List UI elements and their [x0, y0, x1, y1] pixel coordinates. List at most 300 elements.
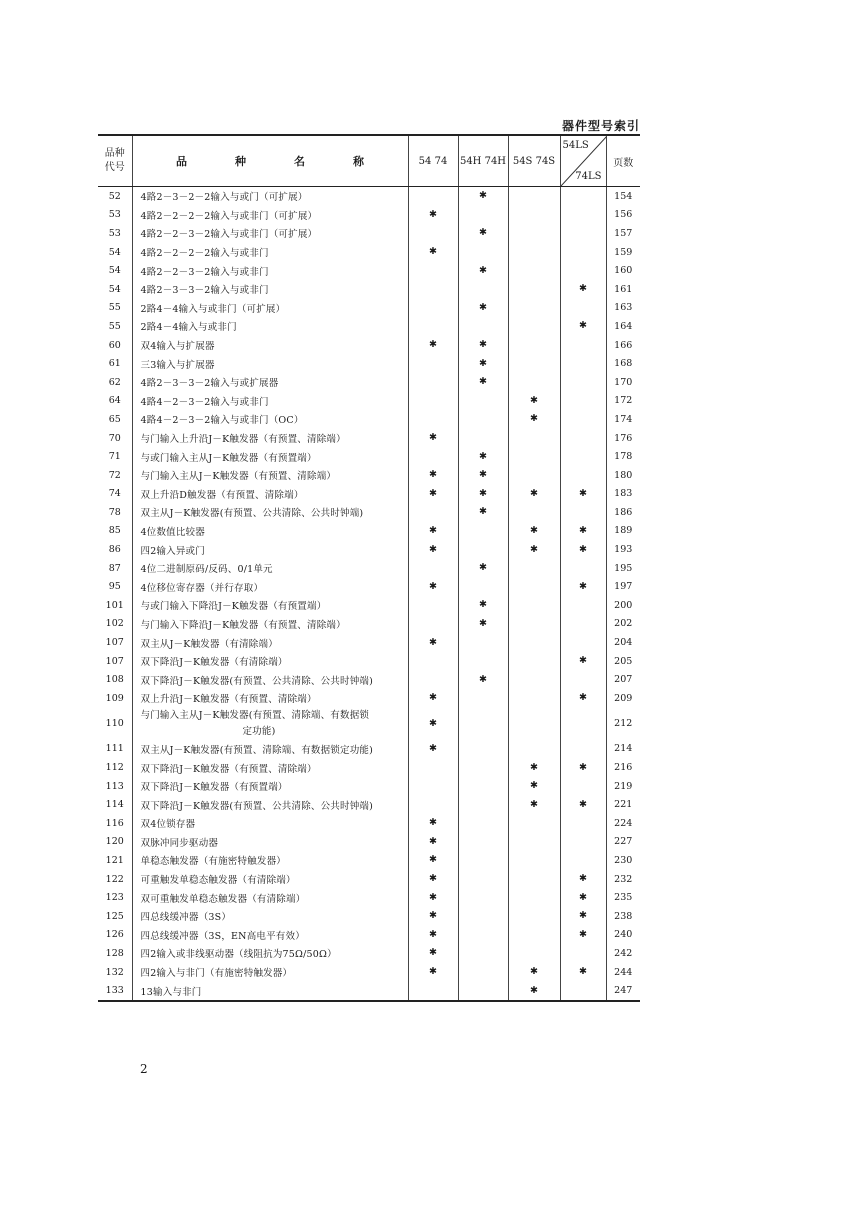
mark-54ls-74ls [560, 615, 606, 634]
mark-54ls-74ls [560, 206, 606, 225]
row-page: 240 [606, 926, 640, 945]
row-code: 62 [108, 376, 121, 388]
row-name: 与或门输入下降沿J－K触发器（有预置端） [132, 596, 408, 615]
mark-54s-74s [508, 740, 560, 759]
mark-54h-74h [458, 410, 508, 429]
row-code: 125 [105, 910, 124, 922]
mark-54-74: ✱ [408, 689, 458, 708]
row-code: 70 [108, 432, 121, 444]
row-page: 247 [606, 981, 640, 1001]
row-page: 166 [606, 336, 640, 355]
mark-54s-74s [508, 354, 560, 373]
row-name: 13输入与非门 [132, 981, 408, 1001]
table-row [98, 926, 640, 945]
mark-54-74 [408, 503, 458, 522]
mark-54s-74s: ✱ [508, 540, 560, 559]
mark-54ls-74ls [560, 243, 606, 262]
table-row [98, 777, 640, 796]
mark-54s-74s [508, 670, 560, 689]
table-row [98, 670, 640, 689]
row-name: 4位二进制原码/反码、0/1单元 [132, 559, 408, 578]
mark-54-74: ✱ [408, 907, 458, 926]
mark-54-74: ✱ [408, 944, 458, 963]
table-row [98, 870, 640, 889]
row-name-line1: 与门输入主从J－K触发器(有预置、清除端、有数据锁 [140, 709, 370, 721]
mark-54h-74h [458, 944, 508, 963]
mark-54h-74h [458, 392, 508, 411]
mark-54s-74s [508, 907, 560, 926]
mark-54s-74s: ✱ [508, 981, 560, 1001]
mark-54h-74h [458, 280, 508, 299]
row-code: 61 [108, 358, 121, 370]
mark-54h-74h: ✱ [458, 354, 508, 373]
row-page: 157 [606, 224, 640, 243]
mark-54ls-74ls [560, 373, 606, 392]
mark-54-74: ✱ [408, 851, 458, 870]
mark-54-74 [408, 299, 458, 318]
table-row [98, 503, 640, 522]
row-name: 四2输入与非门（有施密特触发器） [132, 963, 408, 982]
row-page: 164 [606, 317, 640, 336]
row-name: 4路2－2－3－2输入与或非门（可扩展） [132, 224, 408, 243]
row-name: 4路2－3－2－2输入与或门（可扩展） [132, 187, 408, 206]
row-page: 232 [606, 870, 640, 889]
table-row [98, 485, 640, 504]
table-row [98, 615, 640, 634]
mark-54-74: ✱ [408, 888, 458, 907]
table-row [98, 224, 640, 243]
mark-54h-74h [458, 740, 508, 759]
row-name: 四2输入异或门 [132, 540, 408, 559]
row-code: 126 [105, 929, 124, 941]
mark-54h-74h: ✱ [458, 559, 508, 578]
mark-54ls-74ls: ✱ [560, 540, 606, 559]
mark-54ls-74ls: ✱ [560, 280, 606, 299]
row-code: 128 [105, 947, 124, 959]
row-code: 107 [105, 655, 124, 667]
mark-54s-74s: ✱ [508, 795, 560, 814]
mark-54s-74s [508, 851, 560, 870]
row-code: 71 [108, 451, 121, 463]
table-row [98, 814, 640, 833]
mark-54s-74s [508, 206, 560, 225]
mark-54ls-74ls [560, 429, 606, 448]
row-page: 168 [606, 354, 640, 373]
table-row [98, 758, 640, 777]
row-name: 双主从J－K触发器(有预置、清除端、有数据锁定功能) [132, 740, 408, 759]
row-code: 122 [105, 873, 124, 885]
table-row [98, 447, 640, 466]
mark-54s-74s: ✱ [508, 392, 560, 411]
device-index-table [98, 134, 640, 1002]
row-code: 78 [108, 506, 121, 518]
table-row [98, 833, 640, 852]
table-row [98, 187, 640, 206]
mark-54h-74h [458, 926, 508, 945]
row-name: 双下降沿J－K触发器（有预置、清除端） [132, 758, 408, 777]
row-page: 154 [606, 187, 640, 206]
row-code: 65 [108, 413, 121, 425]
row-code: 74 [108, 488, 121, 500]
header-pages: 页数 [606, 135, 640, 187]
row-name: 双可重触发单稳态触发器（有清除端） [132, 888, 408, 907]
row-code: 53 [108, 227, 121, 239]
row-page: 219 [606, 777, 640, 796]
table-row [98, 466, 640, 485]
mark-54ls-74ls [560, 670, 606, 689]
mark-54s-74s [508, 503, 560, 522]
mark-54h-74h [458, 851, 508, 870]
mark-54-74 [408, 670, 458, 689]
mark-54h-74h: ✱ [458, 447, 508, 466]
mark-54-74 [408, 317, 458, 336]
table-row [98, 540, 640, 559]
mark-54h-74h [458, 981, 508, 1001]
row-page: 207 [606, 670, 640, 689]
table-row [98, 261, 640, 280]
row-page: 221 [606, 795, 640, 814]
mark-54h-74h [458, 814, 508, 833]
row-name: 单稳态触发器（有施密特触发器） [132, 851, 408, 870]
mark-54h-74h: ✱ [458, 224, 508, 243]
row-page: 216 [606, 758, 640, 777]
row-code: 113 [105, 780, 124, 792]
mark-54s-74s [508, 615, 560, 634]
mark-54h-74h [458, 206, 508, 225]
table-row [98, 689, 640, 708]
mark-54h-74h [458, 317, 508, 336]
mark-54h-74h: ✱ [458, 336, 508, 355]
mark-54-74 [408, 280, 458, 299]
row-name: 双下降沿J－K触发器(有预置、公共清除、公共时钟端) [132, 795, 408, 814]
row-page: 205 [606, 652, 640, 671]
row-name: 4路2－2－2－2输入与或非门 [132, 243, 408, 262]
row-code: 116 [105, 817, 124, 829]
row-name: 双上升沿J－K触发器（有预置、清除端） [132, 689, 408, 708]
mark-54ls-74ls [560, 466, 606, 485]
row-name: 双4位锁存器 [132, 814, 408, 833]
table-row [98, 243, 640, 262]
mark-54ls-74ls [560, 708, 606, 740]
row-page: 197 [606, 577, 640, 596]
mark-54ls-74ls: ✱ [560, 485, 606, 504]
row-page: 202 [606, 615, 640, 634]
mark-54s-74s [508, 888, 560, 907]
running-head: 器件型号索引 [561, 119, 640, 133]
mark-54-74 [408, 596, 458, 615]
mark-54-74 [408, 652, 458, 671]
row-page: 160 [606, 261, 640, 280]
mark-54s-74s [508, 243, 560, 262]
table-row [98, 410, 640, 429]
mark-54-74: ✱ [408, 963, 458, 982]
mark-54ls-74ls: ✱ [560, 795, 606, 814]
row-code: 133 [105, 985, 124, 997]
row-code: 101 [105, 599, 124, 611]
mark-54ls-74ls: ✱ [560, 522, 606, 541]
mark-54-74: ✱ [408, 522, 458, 541]
mark-54ls-74ls [560, 224, 606, 243]
mark-54s-74s [508, 261, 560, 280]
mark-54ls-74ls [560, 851, 606, 870]
row-name: 2路4－4输入与或非门（可扩展） [132, 299, 408, 318]
mark-54ls-74ls [560, 261, 606, 280]
mark-54-74: ✱ [408, 814, 458, 833]
table-row [98, 596, 640, 615]
row-name: 与门输入下降沿J－K触发器（有预置、清除端） [132, 615, 408, 634]
row-page: 161 [606, 280, 640, 299]
table-row [98, 392, 640, 411]
row-page: 200 [606, 596, 640, 615]
mark-54-74: ✱ [408, 243, 458, 262]
mark-54-74 [408, 777, 458, 796]
row-page: 224 [606, 814, 640, 833]
mark-54ls-74ls [560, 559, 606, 578]
mark-54s-74s [508, 926, 560, 945]
mark-54s-74s: ✱ [508, 758, 560, 777]
mark-54s-74s [508, 596, 560, 615]
row-name: 双主从J－K触发器（有清除端） [132, 633, 408, 652]
mark-54s-74s [508, 652, 560, 671]
mark-54h-74h [458, 870, 508, 889]
mark-54h-74h: ✱ [458, 615, 508, 634]
row-page: 163 [606, 299, 640, 318]
table-row [98, 373, 640, 392]
mark-54s-74s: ✱ [508, 485, 560, 504]
table-row [98, 299, 640, 318]
mark-54-74: ✱ [408, 870, 458, 889]
mark-54-74 [408, 981, 458, 1001]
mark-54-74: ✱ [408, 926, 458, 945]
row-name: 4路2－2－3－2输入与或非门 [132, 261, 408, 280]
mark-54h-74h [458, 689, 508, 708]
row-name: 4位数值比较器 [132, 522, 408, 541]
mark-54h-74h [458, 907, 508, 926]
header-54h-74h: 54H 74H [458, 135, 508, 187]
mark-54s-74s [508, 944, 560, 963]
mark-54-74: ✱ [408, 740, 458, 759]
mark-54s-74s: ✱ [508, 522, 560, 541]
mark-54h-74h [458, 833, 508, 852]
mark-54s-74s [508, 833, 560, 852]
table-row [98, 708, 640, 740]
table-row [98, 795, 640, 814]
mark-54ls-74ls [560, 633, 606, 652]
table-row [98, 652, 640, 671]
table-row [98, 577, 640, 596]
row-name: 三3输入与扩展器 [132, 354, 408, 373]
row-code: 55 [108, 320, 121, 332]
header-code-line2: 代号 [104, 162, 125, 173]
mark-54h-74h: ✱ [458, 466, 508, 485]
row-name: 双下降沿J－K触发器（有预置端） [132, 777, 408, 796]
row-code: 114 [105, 799, 124, 811]
mark-54-74 [408, 410, 458, 429]
row-code: 112 [105, 762, 124, 774]
table-row [98, 633, 640, 652]
row-page: 170 [606, 373, 640, 392]
row-code: 72 [108, 469, 121, 481]
mark-54ls-74ls [560, 392, 606, 411]
mark-54s-74s [508, 708, 560, 740]
row-page: 159 [606, 243, 640, 262]
row-page: 204 [606, 633, 640, 652]
row-name: 与或门输入主从J－K触发器（有预置端） [132, 447, 408, 466]
row-code: 85 [108, 525, 121, 537]
mark-54s-74s [508, 870, 560, 889]
mark-54s-74s [508, 299, 560, 318]
table-row [98, 888, 640, 907]
header-code [98, 135, 132, 187]
row-page: 186 [606, 503, 640, 522]
table-row [98, 522, 640, 541]
mark-54-74: ✱ [408, 833, 458, 852]
mark-54ls-74ls: ✱ [560, 317, 606, 336]
header-name [132, 135, 408, 187]
mark-54ls-74ls [560, 354, 606, 373]
row-code: 121 [105, 854, 124, 866]
mark-54s-74s [508, 317, 560, 336]
mark-54h-74h: ✱ [458, 485, 508, 504]
mark-54-74: ✱ [408, 336, 458, 355]
row-name: 4路2－3－3－2输入与或非门 [132, 280, 408, 299]
row-name: 4路2－2－2－2输入与或非门（可扩展） [132, 206, 408, 225]
mark-54ls-74ls: ✱ [560, 926, 606, 945]
mark-54h-74h [458, 577, 508, 596]
row-page: 212 [606, 708, 640, 740]
mark-54-74: ✱ [408, 540, 458, 559]
row-page: 242 [606, 944, 640, 963]
row-page: 195 [606, 559, 640, 578]
table-row [98, 280, 640, 299]
mark-54ls-74ls: ✱ [560, 870, 606, 889]
row-code: 54 [108, 246, 121, 258]
row-page: 193 [606, 540, 640, 559]
mark-54s-74s [508, 633, 560, 652]
mark-54-74 [408, 373, 458, 392]
mark-54s-74s [508, 559, 560, 578]
mark-54h-74h [458, 633, 508, 652]
row-code: 53 [108, 209, 121, 221]
table-row [98, 740, 640, 759]
row-code: 87 [108, 562, 121, 574]
mark-54s-74s [508, 280, 560, 299]
mark-54ls-74ls [560, 814, 606, 833]
mark-54-74 [408, 187, 458, 206]
header-54ls: 54LS [562, 140, 589, 151]
mark-54-74: ✱ [408, 708, 458, 740]
mark-54h-74h: ✱ [458, 503, 508, 522]
row-page: 230 [606, 851, 640, 870]
row-name: 2路4－4输入与或非门 [132, 317, 408, 336]
row-name: 可重触发单稳态触发器（有清除端） [132, 870, 408, 889]
table-row [98, 559, 640, 578]
table-row [98, 206, 640, 225]
mark-54-74 [408, 559, 458, 578]
mark-54ls-74ls [560, 187, 606, 206]
row-page: 172 [606, 392, 640, 411]
header-name-char: 名 [294, 155, 305, 168]
mark-54ls-74ls [560, 596, 606, 615]
row-name: 双下降沿J－K触发器(有预置、公共清除、公共时钟端) [132, 670, 408, 689]
row-code: 108 [105, 674, 124, 686]
row-page: 174 [606, 410, 640, 429]
row-name [132, 708, 408, 740]
mark-54ls-74ls: ✱ [560, 652, 606, 671]
row-name: 双主从J－K触发器(有预置、公共清除、公共时钟端) [132, 503, 408, 522]
header-54ls-74ls [560, 135, 606, 187]
header-74ls: 74LS [575, 171, 602, 182]
mark-54-74: ✱ [408, 206, 458, 225]
mark-54h-74h [458, 758, 508, 777]
mark-54-74: ✱ [408, 485, 458, 504]
table-body [98, 187, 640, 1001]
mark-54-74 [408, 795, 458, 814]
mark-54h-74h [458, 540, 508, 559]
mark-54h-74h: ✱ [458, 373, 508, 392]
mark-54h-74h [458, 522, 508, 541]
row-page: 156 [606, 206, 640, 225]
mark-54ls-74ls: ✱ [560, 577, 606, 596]
header-name-char: 称 [353, 155, 364, 168]
row-code: 55 [108, 302, 121, 314]
row-name: 双4输入与扩展器 [132, 336, 408, 355]
mark-54s-74s: ✱ [508, 777, 560, 796]
row-code: 110 [105, 718, 124, 730]
mark-54-74: ✱ [408, 466, 458, 485]
mark-54-74: ✱ [408, 429, 458, 448]
mark-54h-74h: ✱ [458, 299, 508, 318]
mark-54ls-74ls [560, 740, 606, 759]
header-name-char: 种 [235, 155, 246, 168]
row-code: 54 [108, 283, 121, 295]
mark-54-74 [408, 392, 458, 411]
mark-54h-74h: ✱ [458, 596, 508, 615]
mark-54-74 [408, 758, 458, 777]
row-code: 123 [105, 892, 124, 904]
header-row [98, 135, 640, 187]
header-54s-74s: 54S 74S [508, 135, 560, 187]
table-row [98, 981, 640, 1001]
mark-54h-74h: ✱ [458, 261, 508, 280]
mark-54ls-74ls [560, 777, 606, 796]
mark-54h-74h [458, 888, 508, 907]
mark-54s-74s [508, 224, 560, 243]
table-row [98, 944, 640, 963]
mark-54h-74h: ✱ [458, 670, 508, 689]
row-name: 4位移位寄存器（并行存取） [132, 577, 408, 596]
header-54-74: 54 74 [408, 135, 458, 187]
row-page: 209 [606, 689, 640, 708]
mark-54-74 [408, 354, 458, 373]
mark-54ls-74ls: ✱ [560, 888, 606, 907]
row-page: 238 [606, 907, 640, 926]
table-row [98, 336, 640, 355]
row-page: 180 [606, 466, 640, 485]
mark-54ls-74ls: ✱ [560, 963, 606, 982]
mark-54ls-74ls: ✱ [560, 689, 606, 708]
mark-54h-74h [458, 777, 508, 796]
mark-54-74 [408, 224, 458, 243]
mark-54s-74s [508, 689, 560, 708]
mark-54ls-74ls [560, 299, 606, 318]
table-row [98, 354, 640, 373]
table-row [98, 429, 640, 448]
row-page: 183 [606, 485, 640, 504]
row-code: 111 [105, 743, 124, 755]
table-row [98, 907, 640, 926]
mark-54-74 [408, 615, 458, 634]
